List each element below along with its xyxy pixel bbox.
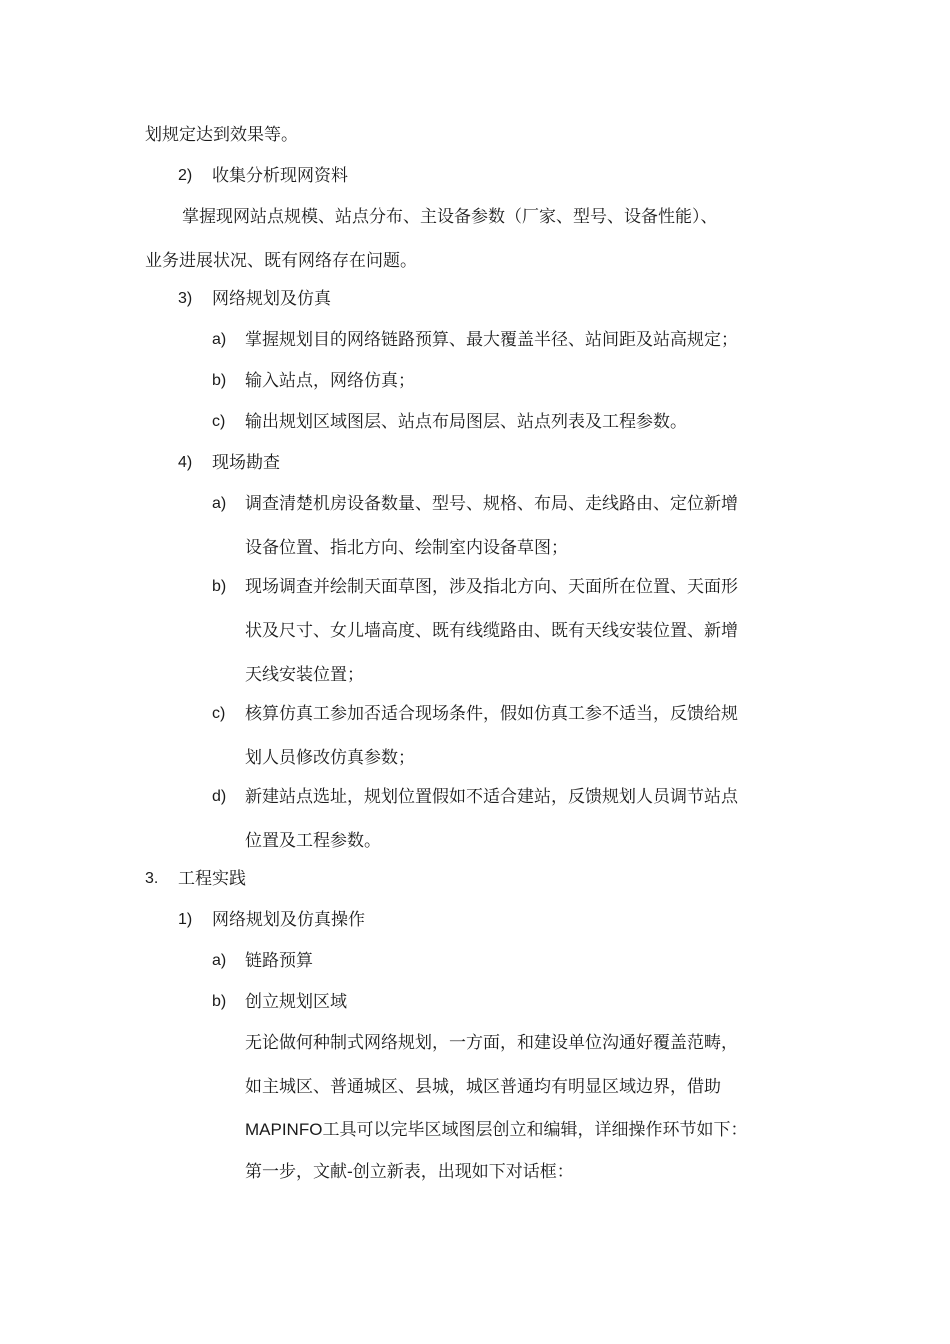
section-title: 网络规划及仿真操作 [212, 910, 365, 930]
list-item: 掌握规划目的网络链路预算、最大覆盖半径、站间距及站高规定； [245, 330, 738, 350]
section-title: 收集分析现网资料 [212, 166, 348, 186]
list-item: 链路预算 [245, 951, 313, 971]
list-item: 创立规划区域 [245, 992, 347, 1012]
list-number: 4) [178, 454, 193, 471]
list-item: 调查清楚机房设备数量、型号、规格、布局、走线路由、定位新增 [245, 494, 738, 514]
list-letter: d) [212, 788, 227, 805]
paragraph-line: 掌握现网站点规模、站点分布、主设备参数（厂家、型号、设备性能）、 [182, 207, 718, 227]
list-item: 现场调查并绘制天面草图，涉及指北方向、天面所在位置、天面形 [245, 577, 738, 597]
list-letter: a) [212, 495, 227, 512]
list-item: 新建站点选址，规划位置假如不适合建站，反馈规划人员调节站点 [245, 787, 738, 807]
paragraph-line: 无论做何种制式网络规划，一方面，和建设单位沟通好覆盖范畴， [245, 1033, 738, 1053]
list-letter: b) [212, 578, 227, 595]
list-letter: b) [212, 372, 227, 389]
list-letter: a) [212, 952, 227, 969]
list-letter: b) [212, 993, 227, 1010]
list-item-continued: 划人员修改仿真参数； [245, 748, 415, 768]
list-letter: a) [212, 331, 227, 348]
list-number: 3) [178, 290, 193, 307]
section-title: 现场勘查 [212, 453, 280, 473]
paragraph-line: 业务进展状况、既有网络存在问题。 [145, 251, 417, 271]
list-letter: c) [212, 705, 226, 722]
list-item: 输出规划区域图层、站点布局图层、站点列表及工程参数。 [245, 412, 687, 432]
list-letter: c) [212, 413, 226, 430]
paragraph-line: 如主城区、普通城区、县城，城区普通均有明显区域边界，借助 [245, 1077, 721, 1097]
list-item: 输入站点，网络仿真； [245, 371, 415, 391]
paragraph-line: 划规定达到效果等。 [145, 125, 298, 145]
software-name: MAPINFO [245, 1120, 323, 1139]
list-item-continued: 天线安装位置； [245, 665, 364, 685]
list-item-continued: 状及尺寸、女儿墙高度、既有线缆路由、既有天线安装位置、新增 [245, 621, 738, 641]
section-title: 网络规划及仿真 [212, 289, 331, 309]
list-item-continued: 设备位置、指北方向、绘制室内设备草图； [245, 538, 568, 558]
list-number: 2) [178, 167, 193, 184]
paragraph-line: 第一步，文献-创立新表，出现如下对话框： [245, 1162, 574, 1182]
list-item-continued: 位置及工程参数。 [245, 831, 381, 851]
list-item: 核算仿真工参加否适合现场条件，假如仿真工参不适当，反馈给规 [245, 704, 738, 724]
list-number: 1) [178, 911, 193, 928]
paragraph-line [245, 1119, 747, 1141]
heading-title: 工程实践 [178, 869, 246, 889]
heading-number: 3. [145, 870, 159, 887]
paragraph-text: 工具可以完毕区域图层创立和编辑，详细操作环节如下： [322, 1120, 748, 1140]
